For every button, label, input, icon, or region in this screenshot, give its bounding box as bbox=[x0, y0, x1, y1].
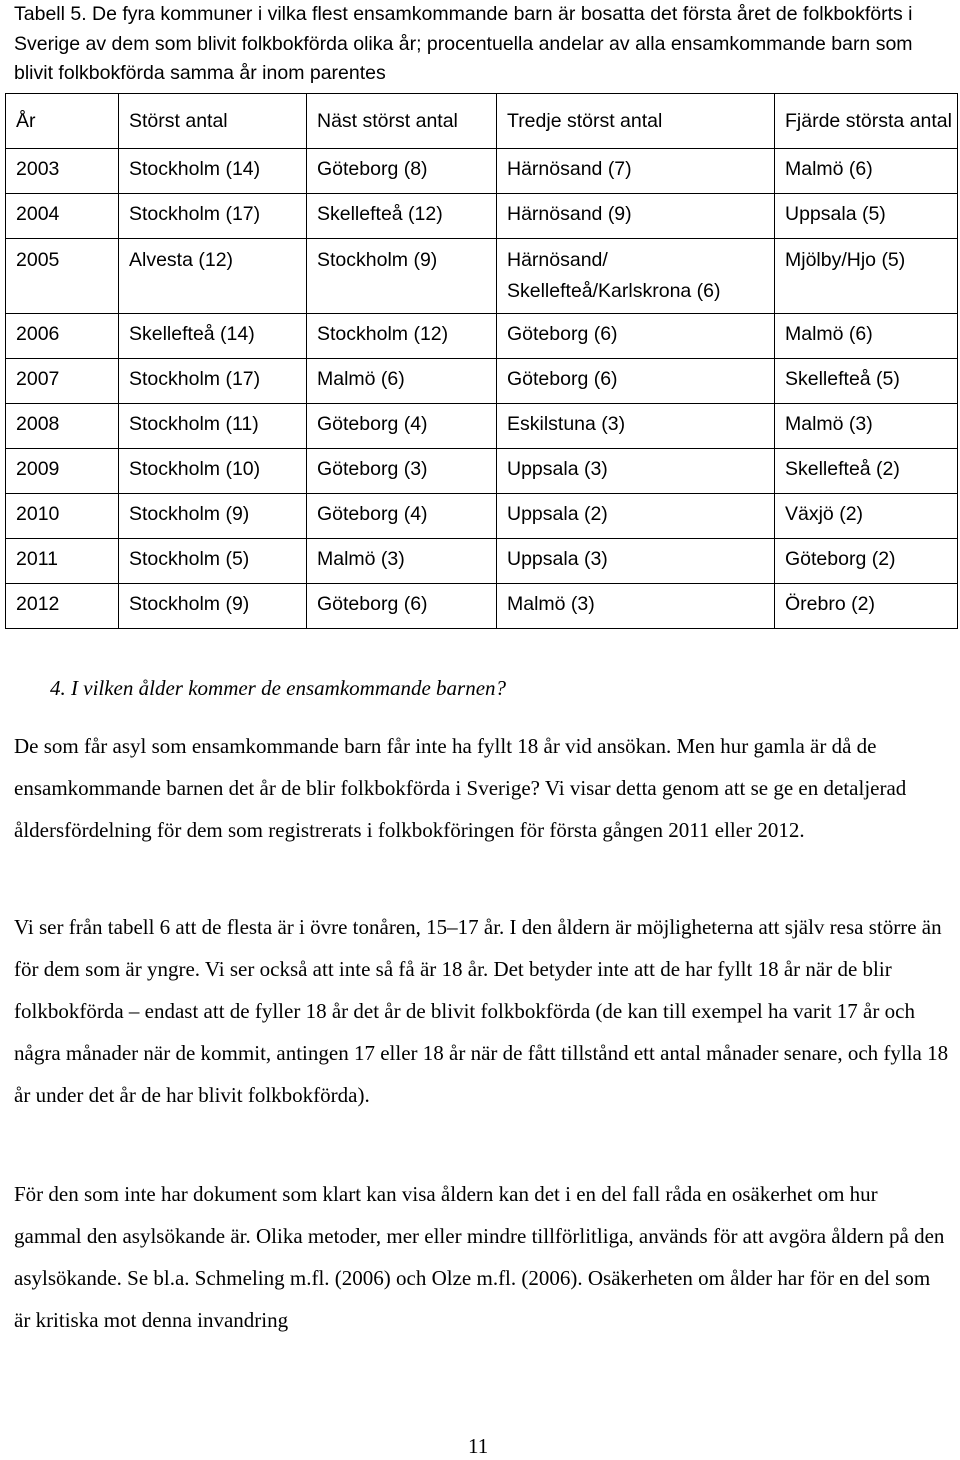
table-cell: Stockholm (11) bbox=[119, 404, 307, 449]
table-cell: Skellefteå (5) bbox=[775, 359, 958, 404]
table-caption: Tabell 5. De fyra kommuner i vilka flest ensamkommande barn är bosatta det första året de folkbokförts i Sverige av dem som blivit folkbokförda olika år; procentuella andelar av alla ensamkommande barn som blivit folkbokförda samma år inom parentes bbox=[14, 3, 913, 84]
table-cell: Alvesta (12) bbox=[119, 239, 307, 314]
table-row bbox=[6, 359, 958, 404]
page-number: 11 bbox=[468, 1434, 489, 1458]
table-cell: Stockholm (17) bbox=[119, 194, 307, 239]
table-row bbox=[6, 149, 958, 194]
table-cell: Göteborg (2) bbox=[775, 539, 958, 584]
table-cell: Uppsala (3) bbox=[497, 449, 775, 494]
table-cell: Malmö (3) bbox=[497, 584, 775, 629]
paragraph-1: De som får asyl som ensamkommande barn får inte ha fyllt 18 år vid ansökan. Men hur gamla är då de ensamkommande barnen det år de blir folkbokförda i Sverige? Vi visar detta genom att se ge en detaljerad åldersfördelning för dem som registrerats i folkbokföringen för första gången 2011 eller 2012. bbox=[14, 734, 907, 842]
table-cell: Göteborg (6) bbox=[307, 584, 497, 629]
table-row bbox=[6, 314, 958, 359]
table-row bbox=[6, 584, 958, 629]
table-cell: Härnösand (9) bbox=[497, 194, 775, 239]
table-cell: Uppsala (2) bbox=[497, 494, 775, 539]
table-cell: Malmö (3) bbox=[307, 539, 497, 584]
table-cell: 2010 bbox=[6, 494, 119, 539]
table-row bbox=[6, 494, 958, 539]
table-cell: Eskilstuna (3) bbox=[497, 404, 775, 449]
table-row bbox=[6, 449, 958, 494]
municipality-table bbox=[5, 93, 958, 629]
section-heading: 4. I vilken ålder kommer de ensamkommande barnen? bbox=[50, 676, 507, 700]
paragraph-2: Vi ser från tabell 6 att de flesta är i övre tonåren, 15–17 år. I den åldern är möjligheterna att själv resa större än för dem som är yngre. Vi ser också att inte så få är 18 år. Det betyder inte att de har fyllt 18 år när de blir folkbokförda – endast att de fyller 18 år det år de blivit folkbokförda (de kan till exempel ha varit 17 år och några månader när de kommit, antingen 17 eller 18 år när de fått tillstånd ett antal månader senare, och fylla 18 år under det år de har blivit folkbokförda). bbox=[14, 915, 949, 1107]
table-cell: Göteborg (6) bbox=[497, 359, 775, 404]
table-cell: Skellefteå (14) bbox=[119, 314, 307, 359]
table-cell: Malmö (6) bbox=[775, 149, 958, 194]
table-cell: 2005 bbox=[6, 239, 119, 314]
header-cell-largest: Störst antal bbox=[119, 94, 307, 149]
table-cell: 2012 bbox=[6, 584, 119, 629]
table-cell: Stockholm (17) bbox=[119, 359, 307, 404]
table-cell: Malmö (6) bbox=[307, 359, 497, 404]
table-cell: 2003 bbox=[6, 149, 119, 194]
table-cell: Stockholm (14) bbox=[119, 149, 307, 194]
table-cell: Växjö (2) bbox=[775, 494, 958, 539]
table-cell: Örebro (2) bbox=[775, 584, 958, 629]
table-cell: 2009 bbox=[6, 449, 119, 494]
table-row bbox=[6, 194, 958, 239]
table-cell: Mjölby/Hjo (5) bbox=[775, 239, 958, 314]
table-cell: Stockholm (9) bbox=[119, 584, 307, 629]
table-cell: Göteborg (6) bbox=[497, 314, 775, 359]
paragraph-3: För den som inte har dokument som klart kan visa åldern kan det i en del fall råda en osäkerhet om hur gammal den asylsökande är. Olika metoder, mer eller mindre tillförlitliga, används för att avgöra åldern på den asylsökande. Se bl.a. Schmeling m.fl. (2006) och Olze m.fl. (2006). Osäkerheten om ålder har för en del som är kritiska mot denna invandring bbox=[14, 1182, 945, 1332]
table-cell: Göteborg (3) bbox=[307, 449, 497, 494]
header-cell-fourth: Fjärde största antal bbox=[775, 94, 958, 149]
table-cell: 2004 bbox=[6, 194, 119, 239]
table-cell: Stockholm (5) bbox=[119, 539, 307, 584]
table-cell: Härnösand (7) bbox=[497, 149, 775, 194]
table-cell: 2008 bbox=[6, 404, 119, 449]
table-cell: Stockholm (12) bbox=[307, 314, 497, 359]
table-cell: Skellefteå (12) bbox=[307, 194, 497, 239]
table-cell: Stockholm (10) bbox=[119, 449, 307, 494]
table-cell: Stockholm (9) bbox=[307, 239, 497, 314]
table-cell: Malmö (3) bbox=[775, 404, 958, 449]
table-cell: Skellefteå (2) bbox=[775, 449, 958, 494]
table-cell: Malmö (6) bbox=[775, 314, 958, 359]
table-cell: 2011 bbox=[6, 539, 119, 584]
table-row bbox=[6, 404, 958, 449]
table-row bbox=[6, 539, 958, 584]
header-cell-second: Näst störst antal bbox=[307, 94, 497, 149]
table-cell: Göteborg (4) bbox=[307, 494, 497, 539]
table-header-row bbox=[6, 94, 958, 149]
header-cell-third: Tredje störst antal bbox=[497, 94, 775, 149]
header-cell-year: År bbox=[6, 94, 119, 149]
table-cell: 2007 bbox=[6, 359, 119, 404]
table-cell: Härnösand/ Skellefteå/Karlskrona (6) bbox=[497, 239, 775, 314]
table-cell: Uppsala (3) bbox=[497, 539, 775, 584]
table-cell: Göteborg (4) bbox=[307, 404, 497, 449]
table-row bbox=[6, 239, 958, 314]
table-cell: Stockholm (9) bbox=[119, 494, 307, 539]
table-cell: Uppsala (5) bbox=[775, 194, 958, 239]
table-cell: Göteborg (8) bbox=[307, 149, 497, 194]
table-cell: 2006 bbox=[6, 314, 119, 359]
